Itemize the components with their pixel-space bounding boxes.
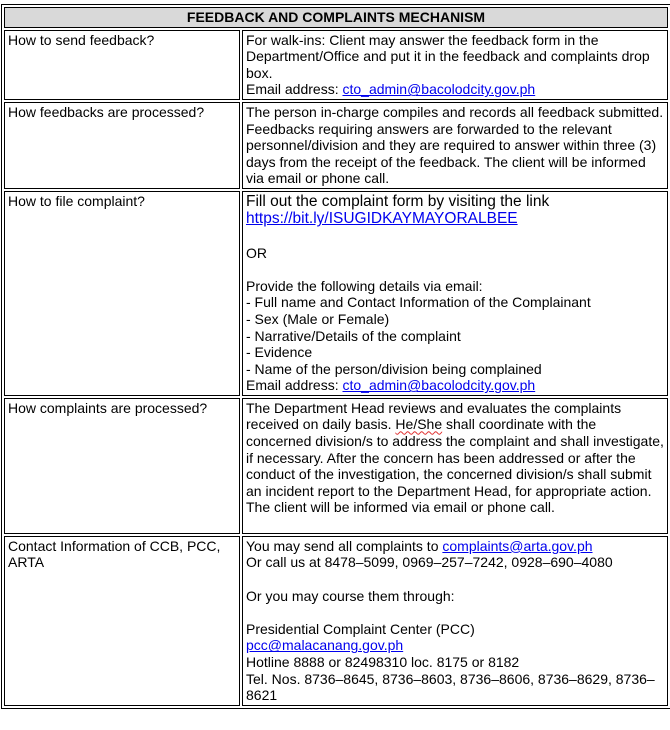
- email-prefix: Email address:: [246, 377, 343, 394]
- row-content-file-complaint: [242, 191, 668, 396]
- detail-item: - Name of the person/division being complained: [246, 360, 542, 377]
- table-row: [4, 30, 668, 100]
- send-feedback-text: For walk-ins: Client may answer the feedback form in the Department/Office and put it in the feedback and complaints drop box.: [246, 31, 650, 81]
- row-label-send-feedback: How to send feedback?: [4, 30, 240, 100]
- detail-item: - Narrative/Details of the complaint: [246, 327, 461, 344]
- complaints-processed-text-cont: shall coordinate with the concerned division/s to address the complaint and shall investigate, if necessary. After the concern has been addressed or after the conduct of the investigation, the concerned division/s shall submit an incident report to the Department Head, for appropriate action. The client will be informed via email or phone call.: [246, 416, 664, 516]
- complaint-form-intro: Fill out the complaint form by visiting the link: [246, 192, 550, 210]
- cto-email-link[interactable]: cto_admin@bacolodcity.gov.ph: [342, 81, 536, 98]
- detail-item: - Evidence: [246, 344, 313, 361]
- row-label-complaints-processed: How complaints are processed?: [4, 398, 240, 534]
- table-row: [4, 398, 668, 534]
- call-numbers: Or call us at 8478–5099, 0969–257–7242, 0928–690–4080: [246, 554, 613, 571]
- details-intro: Provide the following details via email:: [246, 277, 483, 294]
- he-she-text: He/She: [395, 416, 443, 433]
- row-content-contact-info: [242, 536, 668, 706]
- row-label-file-complaint: How to file complaint?: [4, 191, 240, 396]
- tel-numbers: Tel. Nos. 8736–8645, 8736–8603, 8736–8606, 8736–8629, 8736–8621: [246, 670, 655, 704]
- table-row: [4, 191, 668, 396]
- course-text: Or you may course them through:: [246, 587, 455, 604]
- detail-item: - Full name and Contact Information of the Complainant: [246, 294, 591, 311]
- hotline: Hotline 8888 or 82498310 loc. 8175 or 8182: [246, 654, 520, 671]
- row-content-send-feedback: [242, 30, 668, 100]
- pcc-name: Presidential Complaint Center (PCC): [246, 620, 475, 637]
- table-row: [4, 102, 668, 189]
- complaints-processed-text: The Department Head reviews and evaluates the complaints received on daily basis.: [246, 399, 622, 433]
- row-content-complaints-processed: [242, 398, 668, 534]
- detail-item: - Sex (Male or Female): [246, 310, 390, 327]
- row-content-feedback-processed: The person in-charge compiles and records all feedback submitted. Feedbacks requiring answers are forwarded to the relevant personnel/division and they are required to answer within three (3) days from the receipt of the feedback. The client will be informed via email or phone call.: [242, 102, 668, 189]
- email-prefix: Email address:: [246, 81, 343, 98]
- or-separator: OR: [246, 244, 267, 261]
- row-label-contact-info: Contact Information of CCB, PCC, ARTA: [4, 536, 240, 706]
- table-row: [4, 536, 668, 706]
- pcc-email-link[interactable]: pcc@malacanang.gov.ph: [246, 637, 404, 654]
- feedback-complaints-table: [1, 4, 670, 709]
- arta-email-link[interactable]: complaints@arta.gov.ph: [442, 537, 593, 554]
- complaint-form-link[interactable]: https://bit.ly/ISUGIDKAYMAYORALBEE: [246, 210, 518, 228]
- table-title: FEEDBACK AND COMPLAINTS MECHANISM: [4, 7, 668, 28]
- send-prefix: You may send all complaints to: [246, 537, 443, 554]
- cto-email-link[interactable]: cto_admin@bacolodcity.gov.ph: [342, 377, 536, 394]
- row-label-feedback-processed: How feedbacks are processed?: [4, 102, 240, 189]
